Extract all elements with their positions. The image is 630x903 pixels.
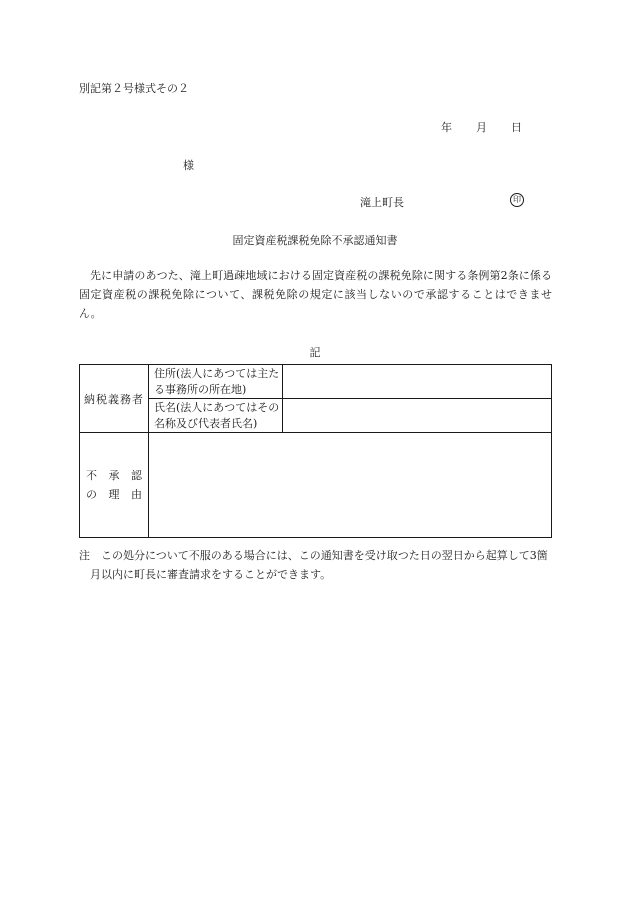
reason-char: 承 [108, 469, 120, 482]
date-month-label: 月 [476, 121, 487, 134]
date-year-label: 年 [441, 121, 452, 134]
reason-row [80, 433, 552, 538]
reason-char: 不 [86, 469, 97, 482]
reason-label [80, 433, 149, 538]
form-number: 別記第２号様式その２ [79, 82, 189, 95]
seal-mark: 印 [510, 193, 524, 207]
document-title: 固定資産税課税免除不承認通知書 [232, 234, 398, 247]
reason-label-line-2 [86, 485, 142, 504]
date-day-label: 日 [511, 121, 522, 134]
reason-value[interactable] [149, 433, 552, 538]
document-body: 先に申請のあつた、滝上町過疎地域における固定資産税の課税免除に関する条例第2条に係る固定資産税の課税免除について、課税免除の規定に該当しないので承認することはできません。 [79, 269, 552, 320]
name-value[interactable] [283, 399, 552, 433]
taxpayer-label: 納税義務者 [80, 365, 149, 433]
ki-heading: 記 [309, 346, 321, 359]
name-row [80, 399, 552, 433]
date-line [441, 119, 522, 135]
addressee-honorific: 様 [183, 159, 194, 172]
name-label: 氏名(法人にあつてはその名称及び代表者氏名) [149, 399, 283, 433]
reason-char: 由 [131, 488, 142, 501]
address-row [80, 365, 552, 399]
reason-char: 理 [108, 488, 120, 501]
reason-char: の [86, 488, 97, 501]
footnote: 注 この処分について不服のある場合には、この通知書を受け取つた日の翌日から起算して3箇月以内に町長に審査請求をすることができます。 [79, 549, 548, 581]
sender-title: 滝上町長 [360, 196, 404, 209]
reason-char: 認 [131, 469, 142, 482]
address-label: 住所(法人にあつては主たる事務所の所在地) [149, 365, 283, 399]
reason-label-line-1 [86, 466, 142, 485]
details-table [79, 364, 552, 538]
address-value[interactable] [283, 365, 552, 399]
